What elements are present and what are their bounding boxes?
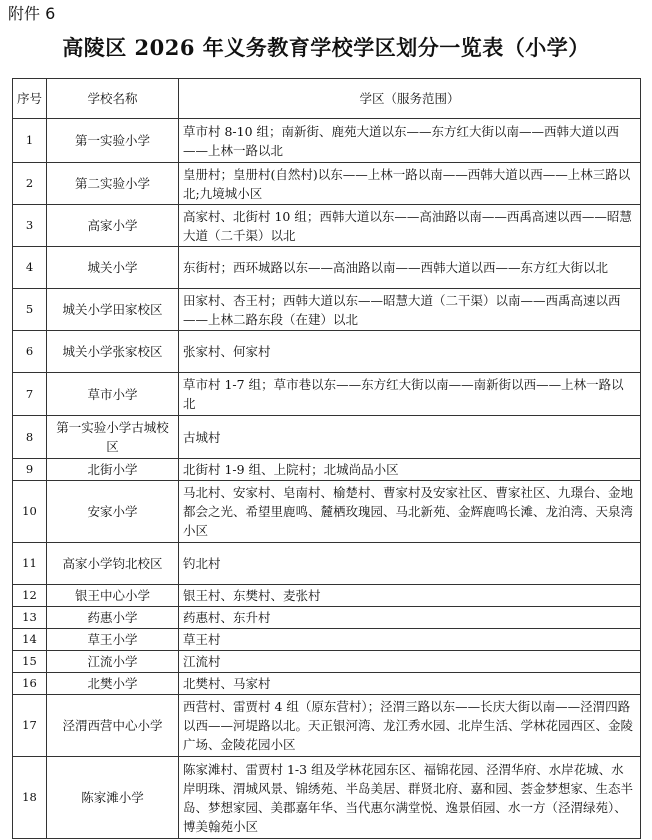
- school-name: 第一实验小学: [47, 119, 179, 163]
- school-name: 草市小学: [47, 373, 179, 416]
- school-name: 安家小学: [47, 481, 179, 543]
- attachment-label: 附件 6: [8, 4, 56, 23]
- school-name: 高家小学: [47, 205, 179, 247]
- service-area: 银王村、东樊村、麦张村: [179, 585, 641, 607]
- school-district-table: [12, 78, 641, 839]
- service-area: 古城村: [179, 416, 641, 459]
- service-area: 江流村: [179, 651, 641, 673]
- row-number: 5: [13, 289, 47, 331]
- table-row: [13, 651, 641, 673]
- table-row: [13, 481, 641, 543]
- school-name: 第二实验小学: [47, 163, 179, 205]
- row-number: 1: [13, 119, 47, 163]
- header-school-name: 学校名称: [47, 79, 179, 119]
- service-area: 药惠村、东升村: [179, 607, 641, 629]
- row-number: 18: [13, 757, 47, 839]
- table-row: [13, 373, 641, 416]
- service-area: 皇册村；皇册村(自然村)以东——上林一路以南——西韩大道以西——上林三路以北;九境城小区: [179, 163, 641, 205]
- header-number: 序号: [13, 79, 47, 119]
- page-title: 高陵区 2026 年义务教育学校学区划分一览表（小学）: [62, 35, 590, 60]
- school-name: 陈家滩小学: [47, 757, 179, 839]
- row-number: 16: [13, 673, 47, 695]
- row-number: 10: [13, 481, 47, 543]
- table-row: [13, 695, 641, 757]
- table-row: [13, 543, 641, 585]
- row-number: 13: [13, 607, 47, 629]
- school-name: 银王中心小学: [47, 585, 179, 607]
- table-row: [13, 459, 641, 481]
- school-name: 北樊小学: [47, 673, 179, 695]
- row-number: 6: [13, 331, 47, 373]
- school-name: 城关小学: [47, 247, 179, 289]
- school-name: 药惠小学: [47, 607, 179, 629]
- header-service-area: 学区（服务范围）: [179, 79, 641, 119]
- row-number: 9: [13, 459, 47, 481]
- table-row: [13, 247, 641, 289]
- table-row: [13, 331, 641, 373]
- table-row: [13, 289, 641, 331]
- service-area: 陈家滩村、雷贾村 1-3 组及学林花园东区、福锦花园、泾渭华府、水岸花城、水岸明珠、渭城风景、锦绣苑、半岛美居、群贤北府、嘉和园、荟金梦想家、生态半岛、梦想家园、美郡嘉年华、当代惠尔满堂悦、逸景佰园、水一方（泾渭绿苑）、博美翰苑小区: [179, 757, 641, 839]
- school-name: 草王小学: [47, 629, 179, 651]
- service-area: 东街村；西环城路以东——高油路以南——西韩大道以西——东方红大街以北: [179, 247, 641, 289]
- service-area: 草王村: [179, 629, 641, 651]
- row-number: 14: [13, 629, 47, 651]
- service-area: 草市村 1-7 组；草市巷以东——东方红大街以南——南新街以西——上林一路以北: [179, 373, 641, 416]
- row-number: 4: [13, 247, 47, 289]
- service-area: 北街村 1-9 组、上院村；北城尚品小区: [179, 459, 641, 481]
- school-name: 江流小学: [47, 651, 179, 673]
- table-row: [13, 205, 641, 247]
- school-name: 泾渭西营中心小学: [47, 695, 179, 757]
- table-row: [13, 629, 641, 651]
- service-area: 马北村、安家村、皂南村、榆楚村、曹家村及安家社区、曹家社区、九璟台、金地都会之光、希望里鹿鸣、麓栖玫瑰园、马北新苑、金辉鹿鸣长滩、龙泊湾、天泉湾小区: [179, 481, 641, 543]
- table-row: [13, 163, 641, 205]
- service-area: 高家村、北街村 10 组；西韩大道以东——高油路以南——西禹高速以西——昭慧大道（二千渠）以北: [179, 205, 641, 247]
- table-header-row: [13, 79, 641, 119]
- row-number: 11: [13, 543, 47, 585]
- service-area: 西营村、雷贾村 4 组（原东营村）；泾渭三路以东——长庆大街以南——泾渭四路以西——河堤路以北。天正银河湾、龙江秀水园、北岸生活、学林花园西区、金陵广场、金陵花园小区: [179, 695, 641, 757]
- row-number: 3: [13, 205, 47, 247]
- service-area: 张家村、何家村: [179, 331, 641, 373]
- service-area: 钓北村: [179, 543, 641, 585]
- school-name: 第一实验小学古城校区: [47, 416, 179, 459]
- table-row: [13, 757, 641, 839]
- service-area: 草市村 8-10 组；南新街、鹿苑大道以东——东方红大街以南——西韩大道以西——上林一路以北: [179, 119, 641, 163]
- table-row: [13, 416, 641, 459]
- table-row: [13, 585, 641, 607]
- school-name: 城关小学田家校区: [47, 289, 179, 331]
- row-number: 17: [13, 695, 47, 757]
- table-row: [13, 673, 641, 695]
- table-row: [13, 119, 641, 163]
- school-name: 城关小学张家校区: [47, 331, 179, 373]
- row-number: 7: [13, 373, 47, 416]
- row-number: 2: [13, 163, 47, 205]
- row-number: 8: [13, 416, 47, 459]
- school-name: 北街小学: [47, 459, 179, 481]
- service-area: 田家村、杏王村；西韩大道以东——昭慧大道（二干渠）以南——西禹高速以西——上林二路东段（在建）以北: [179, 289, 641, 331]
- service-area: 北樊村、马家村: [179, 673, 641, 695]
- school-name: 高家小学钧北校区: [47, 543, 179, 585]
- row-number: 15: [13, 651, 47, 673]
- row-number: 12: [13, 585, 47, 607]
- table-row: [13, 607, 641, 629]
